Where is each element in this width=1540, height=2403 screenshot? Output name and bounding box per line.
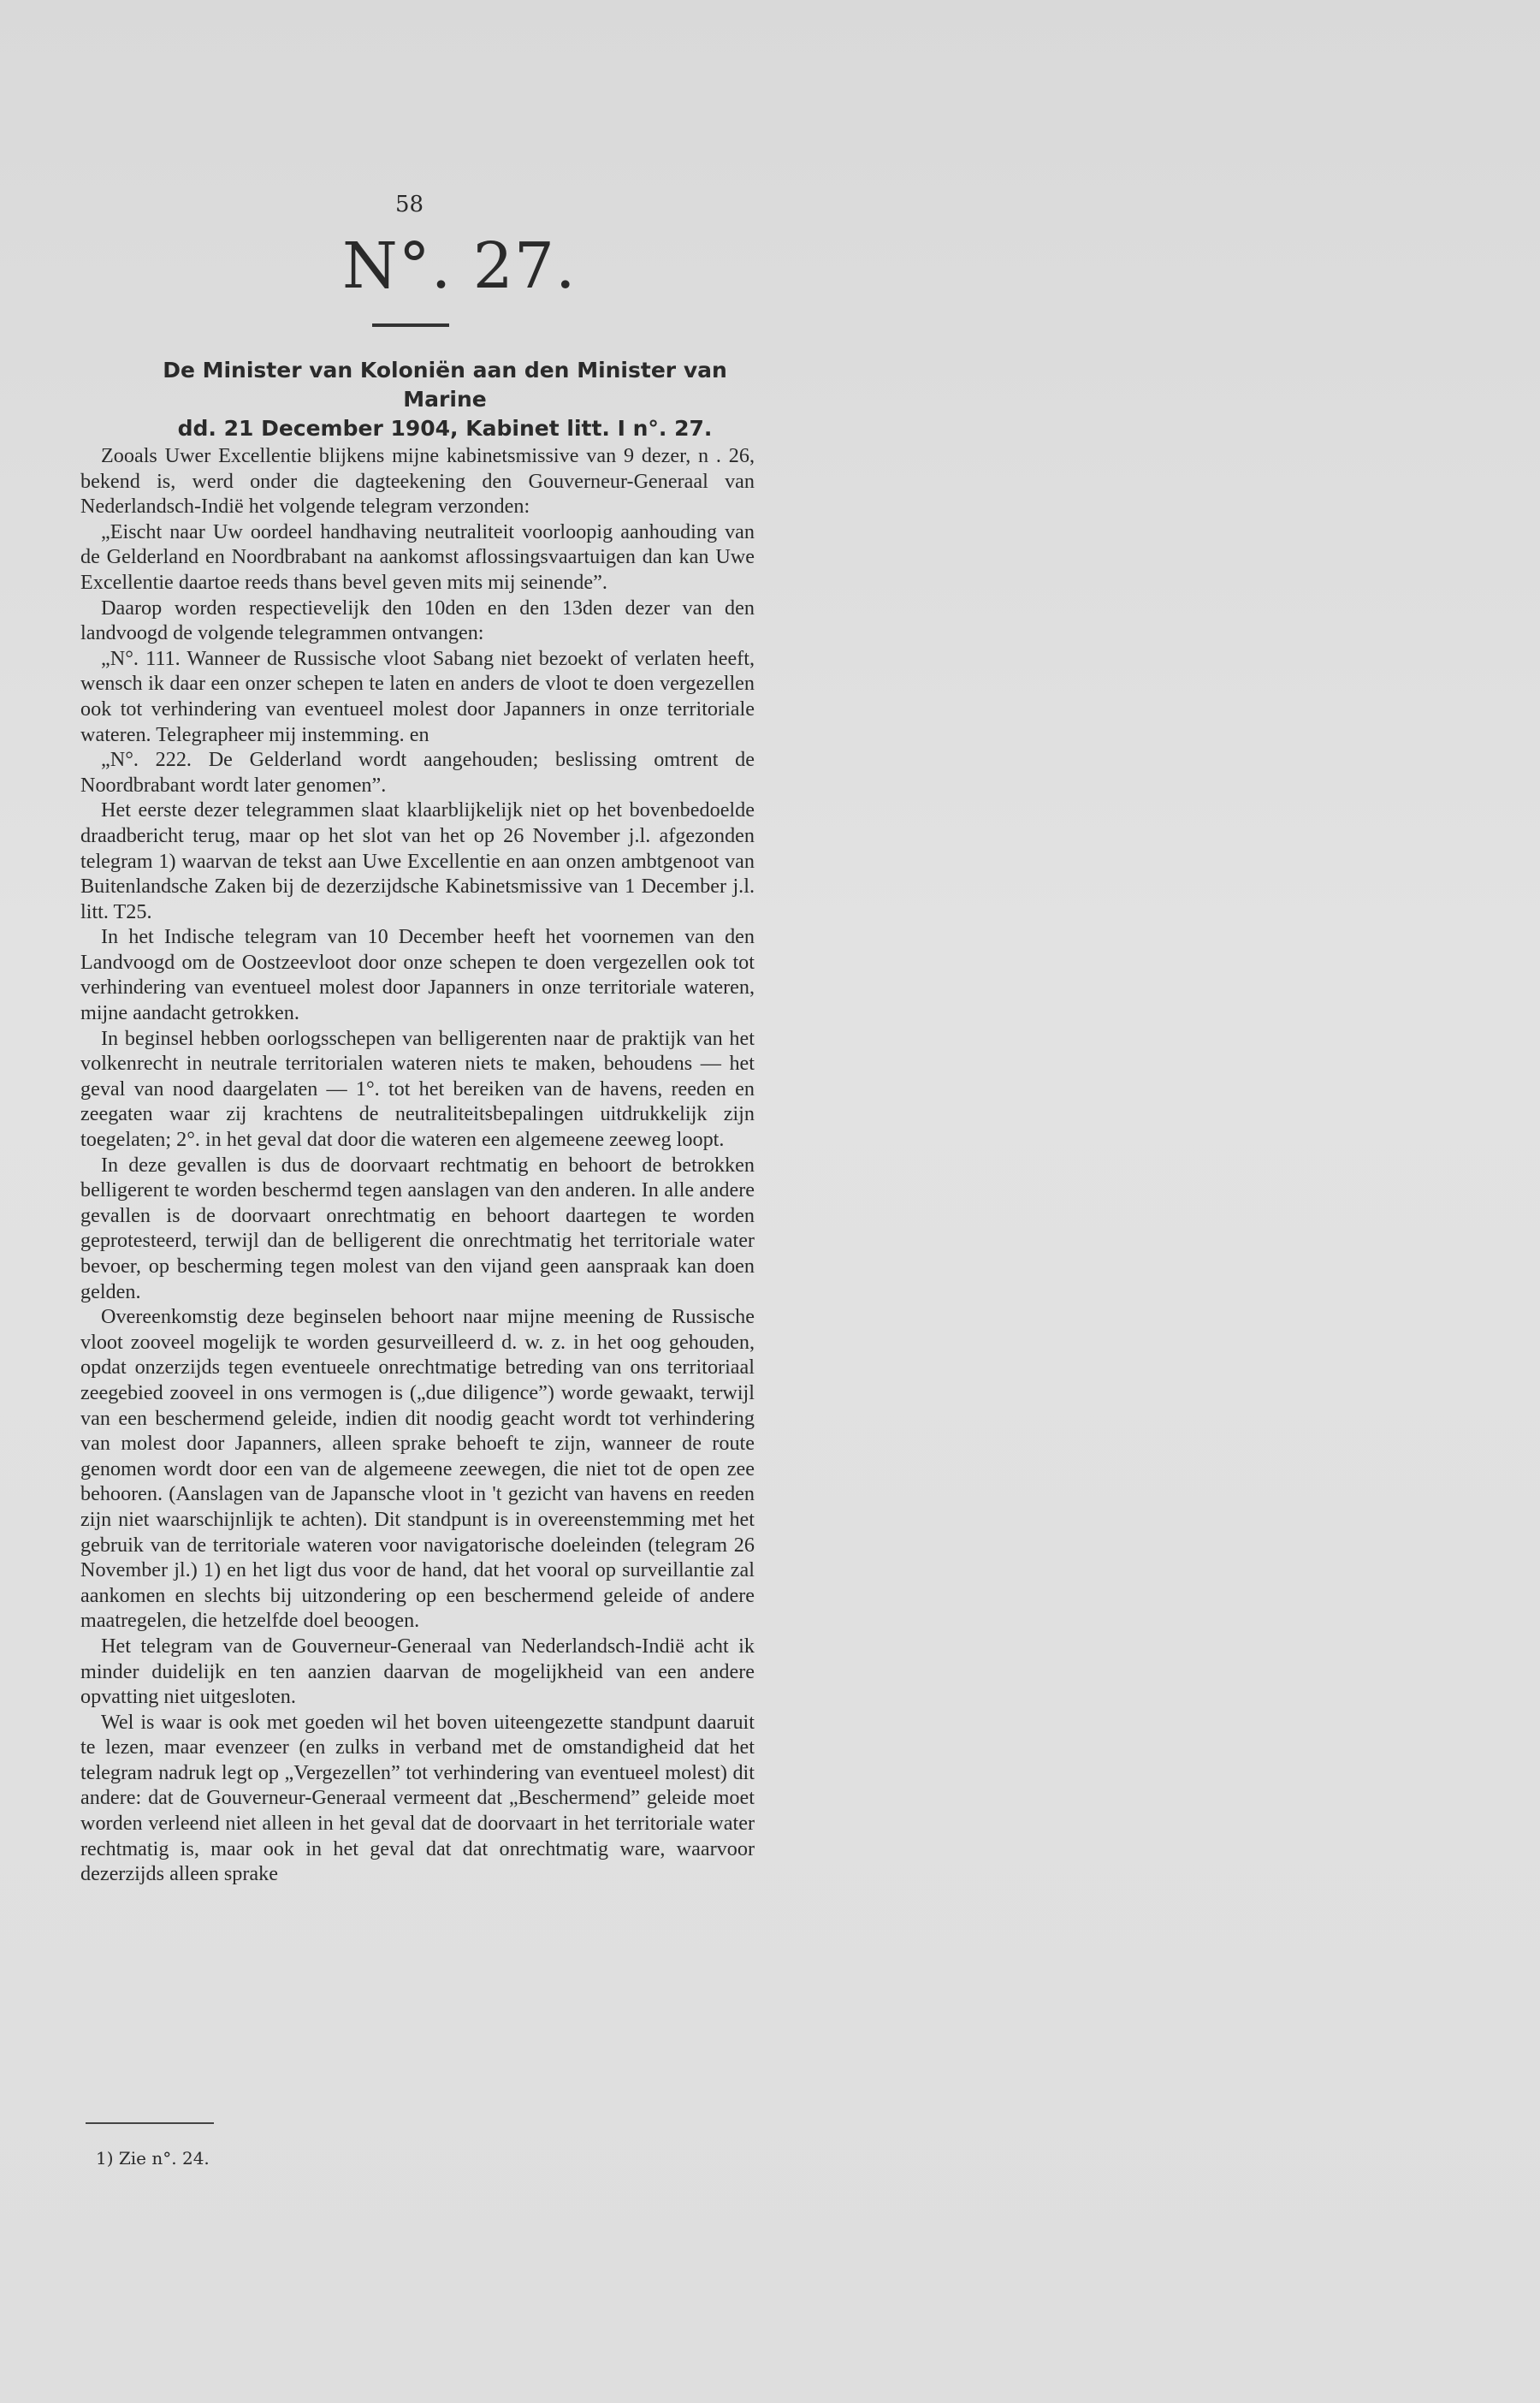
document-number: N°. 27. <box>342 229 577 303</box>
paragraph: „N°. 111. Wanneer de Russische vloot Sabang niet bezoekt of verlaten heeft, wensch ik daar een onzer schepen te laten en anders de vloot te doen vergezellen ook tot verhindering van eventueel molest door Japanners in onze territoriale wateren. Telegrapheer mij instemming. en <box>80 646 755 746</box>
paragraph: Het telegram van de Gouverneur-Generaal van Nederlandsch-Indië acht ik minder duidelijk en ten aanzien daarvan de mogelijkheid van een andere opvatting niet uitgesloten. <box>80 1634 755 1709</box>
heading-line-1: De Minister van Koloniën aan den Minister van Marine <box>163 358 727 412</box>
page-number: 58 <box>395 192 424 217</box>
paragraph: Zooals Uwer Excellentie blijkens mijne kabinetsmissive van 9 dezer, n . 26, bekend is, werd onder die dagteekening den Gouverneur-Generaal van Nederlandsch-Indië het volgende telegram verzonden: <box>80 444 755 519</box>
paragraph: Overeenkomstig deze beginselen behoort naar mijne meening de Russische vloot zooveel mogelijk te worden gesurveilleerd d. w. z. in het oog gehouden, opdat onzerzijds tegen eventueele onrechtmatige betreding van ons territoriaal zeegebied zooveel in ons vermogen is („due diligence”) worde gewaakt, terwijl van een beschermend geleide, indien dit noodig geacht wordt tot verhindering van molest door Japanners, alleen sprake behoeft te zijn, wanneer de route genomen wordt door een van de algemeene zeewegen, die niet tot de open zee behooren. (Aanslagen van de Japansche vloot in 't gezicht van havens en reeden zijn niet waarschijnlijk te achten). Dit standpunt is in overeenstemming met het gebruik van de territoriale wateren voor navigatorische doeleinden (telegram 26 November jl.) 1) en het ligt dus voor de hand, dat het vooral op surveillantie zal aankomen en slechts bij uitzondering op een beschermend geleide of andere maatregelen, die hetzelfde doel beoogen. <box>80 1305 755 1633</box>
footnote: 1) Zie n°. 24. <box>96 2148 210 2169</box>
paragraph: In deze gevallen is dus de doorvaart rechtmatig en behoort de betrokken belligerent te worden beschermd tegen aanslagen van den anderen. In alle andere gevallen is de doorvaart onrechtmatig en behoort daartegen te worden geprotesteerd, terwijl dan de belligerent die onrechtmatig het territoriale water bevoer, op bescherming tegen molest van den vijand geen aanspraak kan doen gelden. <box>80 1153 755 1303</box>
letter-heading <box>137 356 753 443</box>
paragraph: Wel is waar is ook met goeden wil het boven uiteengezette standpunt daaruit te lezen, maar evenzeer (en zulks in verband met de omstandigheid dat het telegram nadruk legt op „Vergezellen” tot verhindering van eventueel molest) dit andere: dat de Gouverneur-Generaal vermeent dat „Beschermend” geleide moet worden verleend niet alleen in het geval dat de doorvaart in het territoriale water rechtmatig is, maar ook in het geval dat dat onrechtmatig ware, waarvoor dezerzijds alleen sprake <box>80 1710 755 1886</box>
paragraph: „Eischt naar Uw oordeel handhaving neutraliteit voorloopig aanhouding van de Gelderland en Noordbrabant na aankomst aflossingsvaartuigen dan kan Uwe Excellentie daartoe reeds thans bevel geven mits mij seinende”. <box>80 519 755 594</box>
heading-line-2: dd. 21 December 1904, Kabinet litt. I n°. 27. <box>177 416 713 441</box>
footnote-rule <box>86 2122 214 2124</box>
paragraph: Het eerste dezer telegrammen slaat klaarblijkelijk niet op het bovenbedoelde draadbericht terug, maar op het slot van het op 26 November j.l. afgezonden telegram 1) waarvan de tekst aan Uwe Excellentie en aan onzen ambtgenoot van Buitenlandsche Zaken bij de dezerzijdsche Kabinetsmissive van 1 December j.l. litt. T25. <box>80 798 755 923</box>
title-rule <box>372 323 449 327</box>
paragraph: Daarop worden respectievelijk den 10den en den 13den dezer van den landvoogd de volgende telegrammen ontvangen: <box>80 596 755 645</box>
paragraph: In beginsel hebben oorlogsschepen van belligerenten naar de praktijk van het volkenrecht in neutrale territorialen wateren niets te maken, behoudens — het geval van nood daargelaten — 1°. tot het bereiken van de havens, reeden en zeegaten waar zij krachtens de neutraliteitsbepalingen uitdrukkelijk zijn toegelaten; 2°. in het geval dat door die wateren een algemeene zeeweg loopt. <box>80 1026 755 1152</box>
paragraph: In het Indische telegram van 10 December heeft het voornemen van den Landvoogd om de Oostzeevloot door onze schepen te doen vergezellen ook tot verhindering van eventueel molest door Japanners in onze territoriale wateren, mijne aandacht getrokken. <box>80 925 755 1025</box>
paragraph: „N°. 222. De Gelderland wordt aangehouden; beslissing omtrent de Noordbrabant wordt later genomen”. <box>80 748 755 797</box>
letter-body <box>80 443 755 1887</box>
